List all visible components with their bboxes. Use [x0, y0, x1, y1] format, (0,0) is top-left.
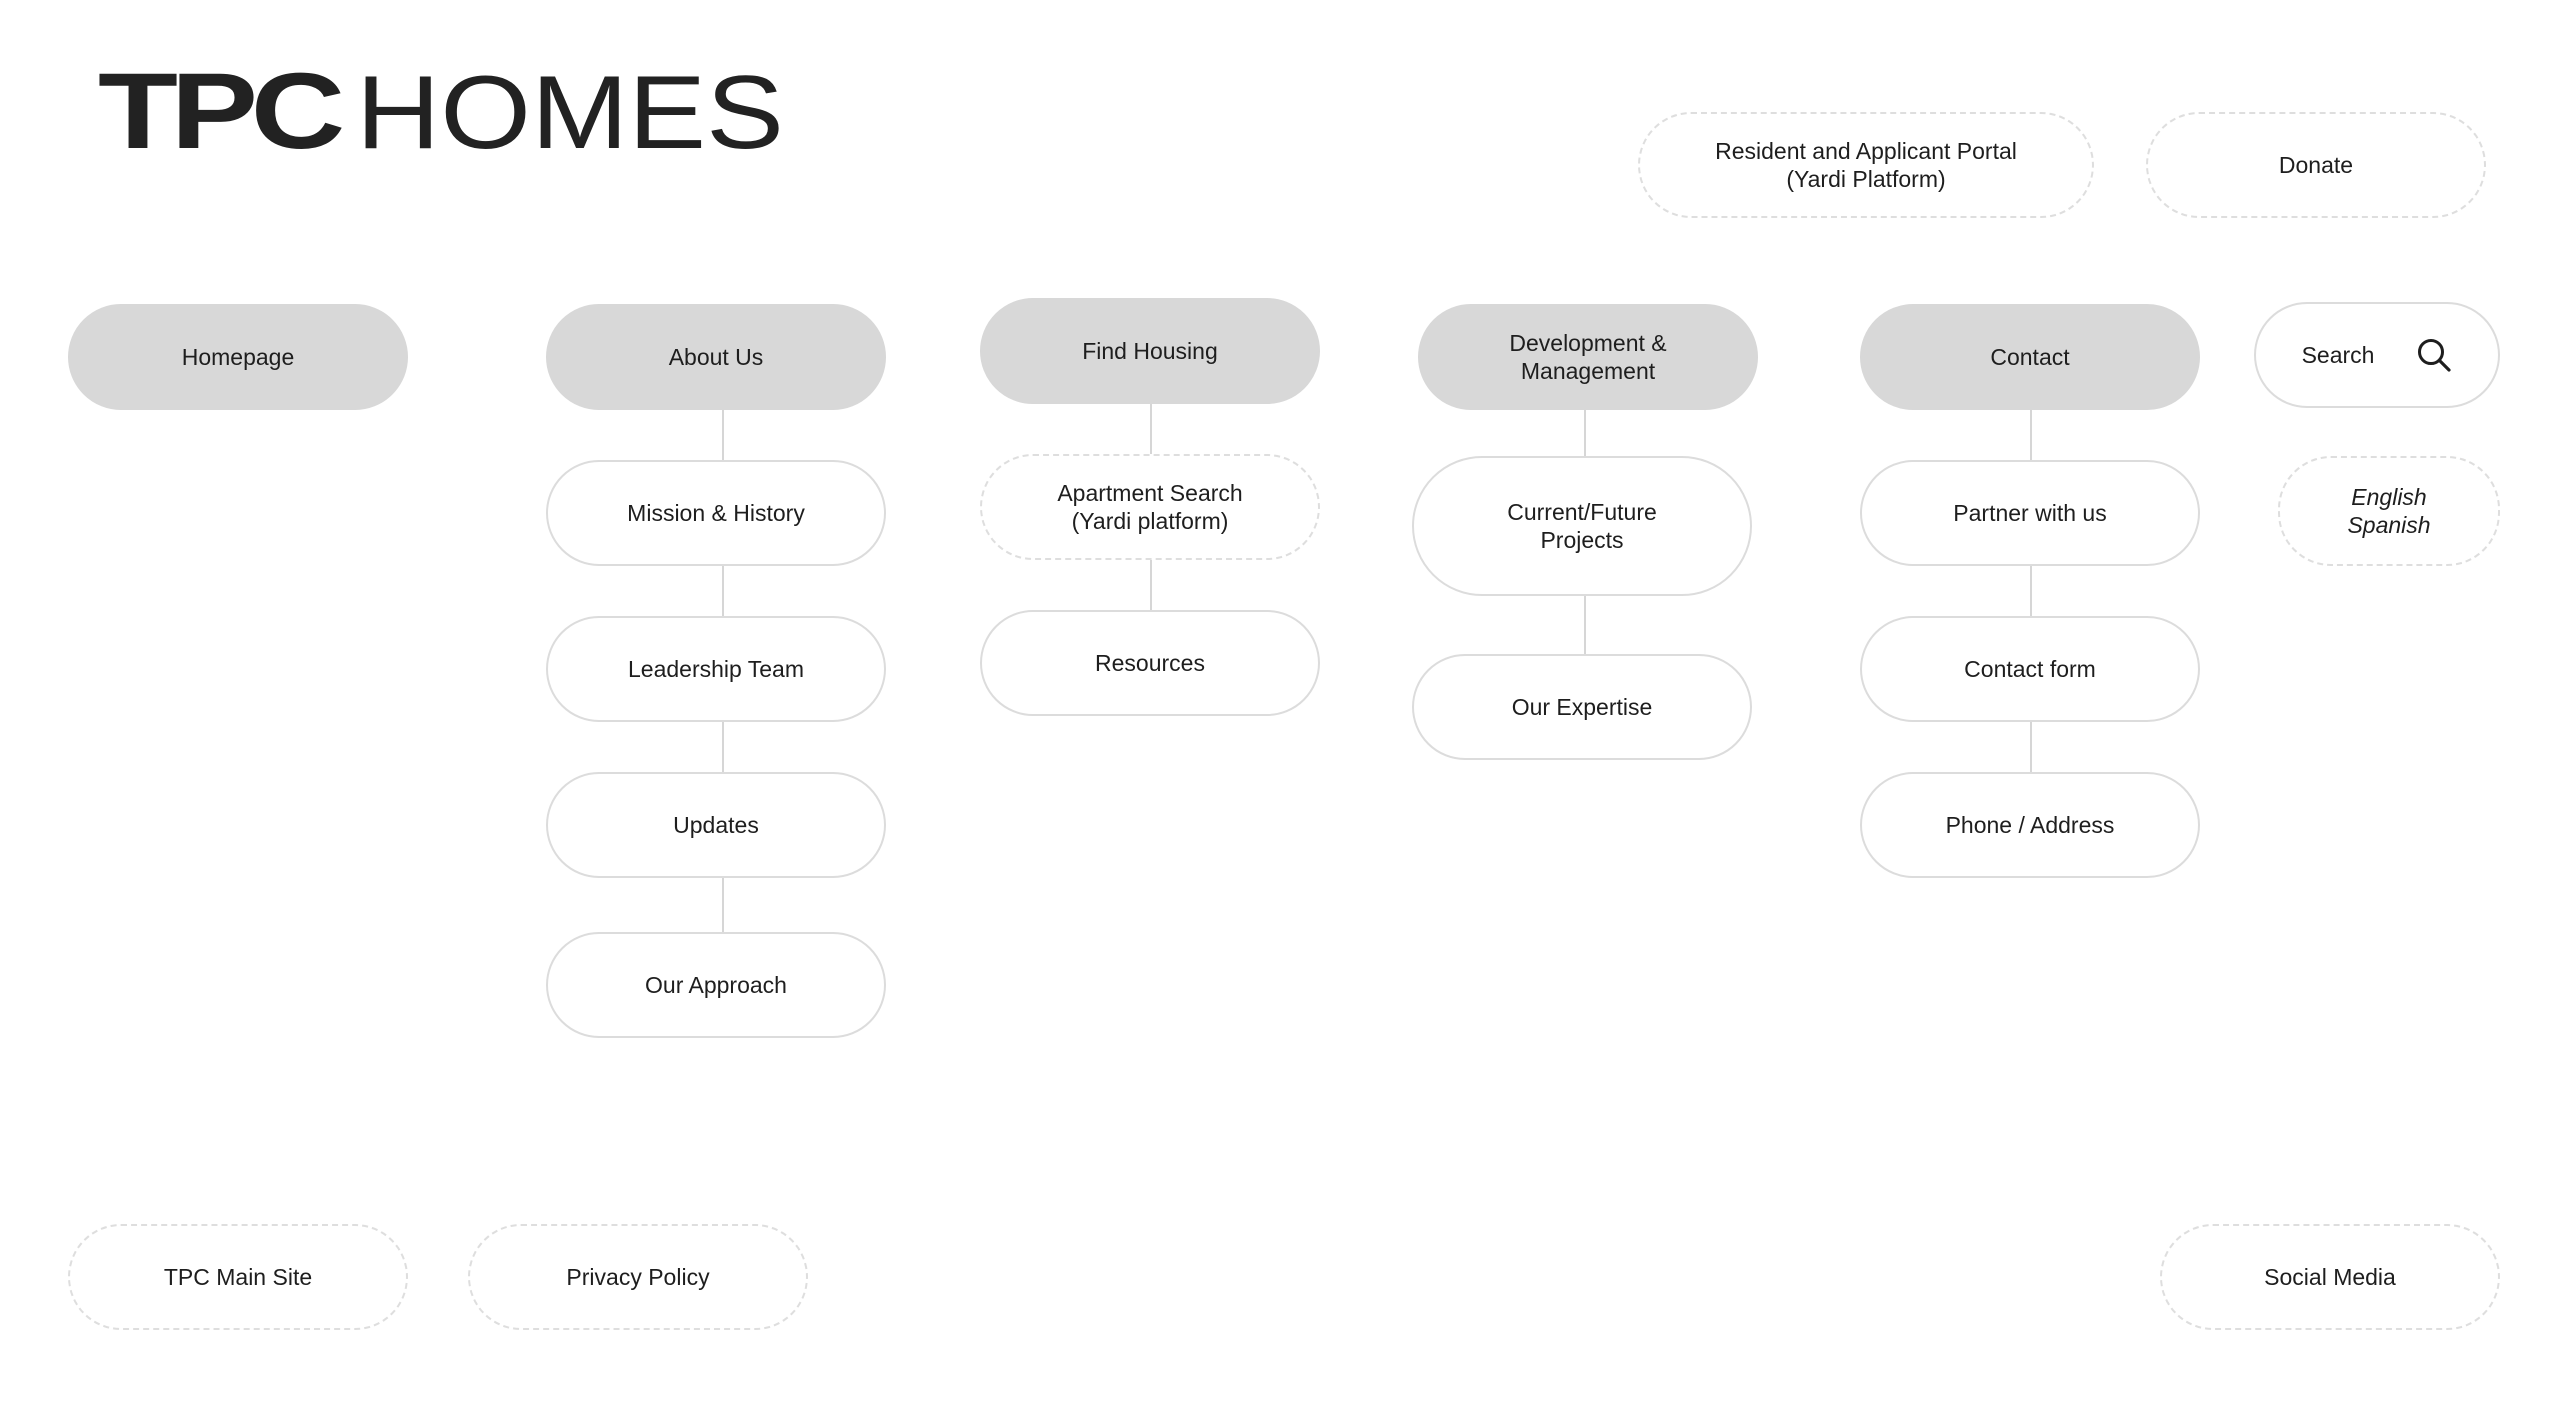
- language-label: English Spanish: [2347, 484, 2431, 538]
- connector: [2030, 410, 2032, 460]
- nav-resources[interactable]: [980, 610, 1320, 716]
- nav-mission-history[interactable]: [546, 460, 886, 566]
- donate-label: Donate: [2278, 152, 2354, 178]
- nav-contact[interactable]: [1860, 304, 2200, 410]
- connector: [1584, 596, 1586, 654]
- footer-social-media-label: Social Media: [2264, 1264, 2396, 1290]
- nav-development-management-label: Development & Management: [1509, 330, 1667, 384]
- search-button[interactable]: [2254, 302, 2500, 408]
- footer-tpc-main-site[interactable]: [68, 1224, 408, 1330]
- connector: [722, 878, 724, 932]
- connector: [1584, 410, 1586, 456]
- connector: [722, 722, 724, 772]
- nav-apartment-search-label: Apartment Search (Yardi platform): [1057, 480, 1243, 534]
- nav-our-approach[interactable]: [546, 932, 886, 1038]
- nav-phone-address[interactable]: [1860, 772, 2200, 878]
- nav-partner-with-us[interactable]: [1860, 460, 2200, 566]
- connector: [2030, 566, 2032, 616]
- footer-privacy-policy[interactable]: [468, 1224, 808, 1330]
- connector: [1150, 404, 1152, 454]
- nav-find-housing-label: Find Housing: [1082, 338, 1218, 364]
- connector: [1150, 560, 1152, 610]
- connector: [2030, 722, 2032, 772]
- connector: [722, 566, 724, 616]
- nav-our-expertise-label: Our Expertise: [1511, 694, 1653, 720]
- nav-contact-form[interactable]: [1860, 616, 2200, 722]
- language-switcher[interactable]: [2278, 456, 2500, 566]
- nav-about-us-label: About Us: [668, 344, 764, 370]
- nav-find-housing[interactable]: [980, 298, 1320, 404]
- search-label: Search: [2301, 342, 2375, 368]
- nav-partner-with-us-label: Partner with us: [1953, 500, 2107, 526]
- nav-contact-label: Contact: [1990, 344, 2070, 370]
- nav-updates-label: Updates: [673, 812, 759, 838]
- nav-homepage[interactable]: [68, 304, 408, 410]
- resident-portal-label: Resident and Applicant Portal (Yardi Platform): [1715, 138, 2017, 192]
- nav-current-future-projects[interactable]: [1412, 456, 1752, 596]
- nav-resources-label: Resources: [1095, 650, 1205, 676]
- donate-link[interactable]: [2146, 112, 2486, 218]
- logo-tpc-text: TPC: [98, 60, 343, 160]
- nav-updates[interactable]: [546, 772, 886, 878]
- nav-leadership-team[interactable]: [546, 616, 886, 722]
- footer-tpc-main-site-label: TPC Main Site: [163, 1264, 313, 1290]
- nav-our-expertise[interactable]: [1412, 654, 1752, 760]
- resident-portal-link[interactable]: [1638, 112, 2094, 218]
- footer-social-media[interactable]: [2160, 1224, 2500, 1330]
- nav-about-us[interactable]: [546, 304, 886, 410]
- nav-our-approach-label: Our Approach: [645, 972, 787, 998]
- logo-homes-text: HOMES: [356, 60, 784, 160]
- nav-mission-history-label: Mission & History: [627, 500, 805, 526]
- logo-mark: [98, 60, 788, 160]
- nav-apartment-search[interactable]: [980, 454, 1320, 560]
- nav-development-management[interactable]: [1418, 304, 1758, 410]
- connector: [722, 410, 724, 460]
- nav-current-future-projects-label: Current/Future Projects: [1507, 499, 1657, 553]
- nav-leadership-team-label: Leadership Team: [627, 656, 805, 682]
- nav-homepage-label: Homepage: [181, 344, 295, 370]
- nav-phone-address-label: Phone / Address: [1945, 812, 2115, 838]
- tpc-homes-logo[interactable]: [98, 60, 788, 160]
- footer-privacy-policy-label: Privacy Policy: [566, 1264, 710, 1290]
- nav-contact-form-label: Contact form: [1964, 656, 2096, 682]
- search-icon: [2416, 337, 2452, 373]
